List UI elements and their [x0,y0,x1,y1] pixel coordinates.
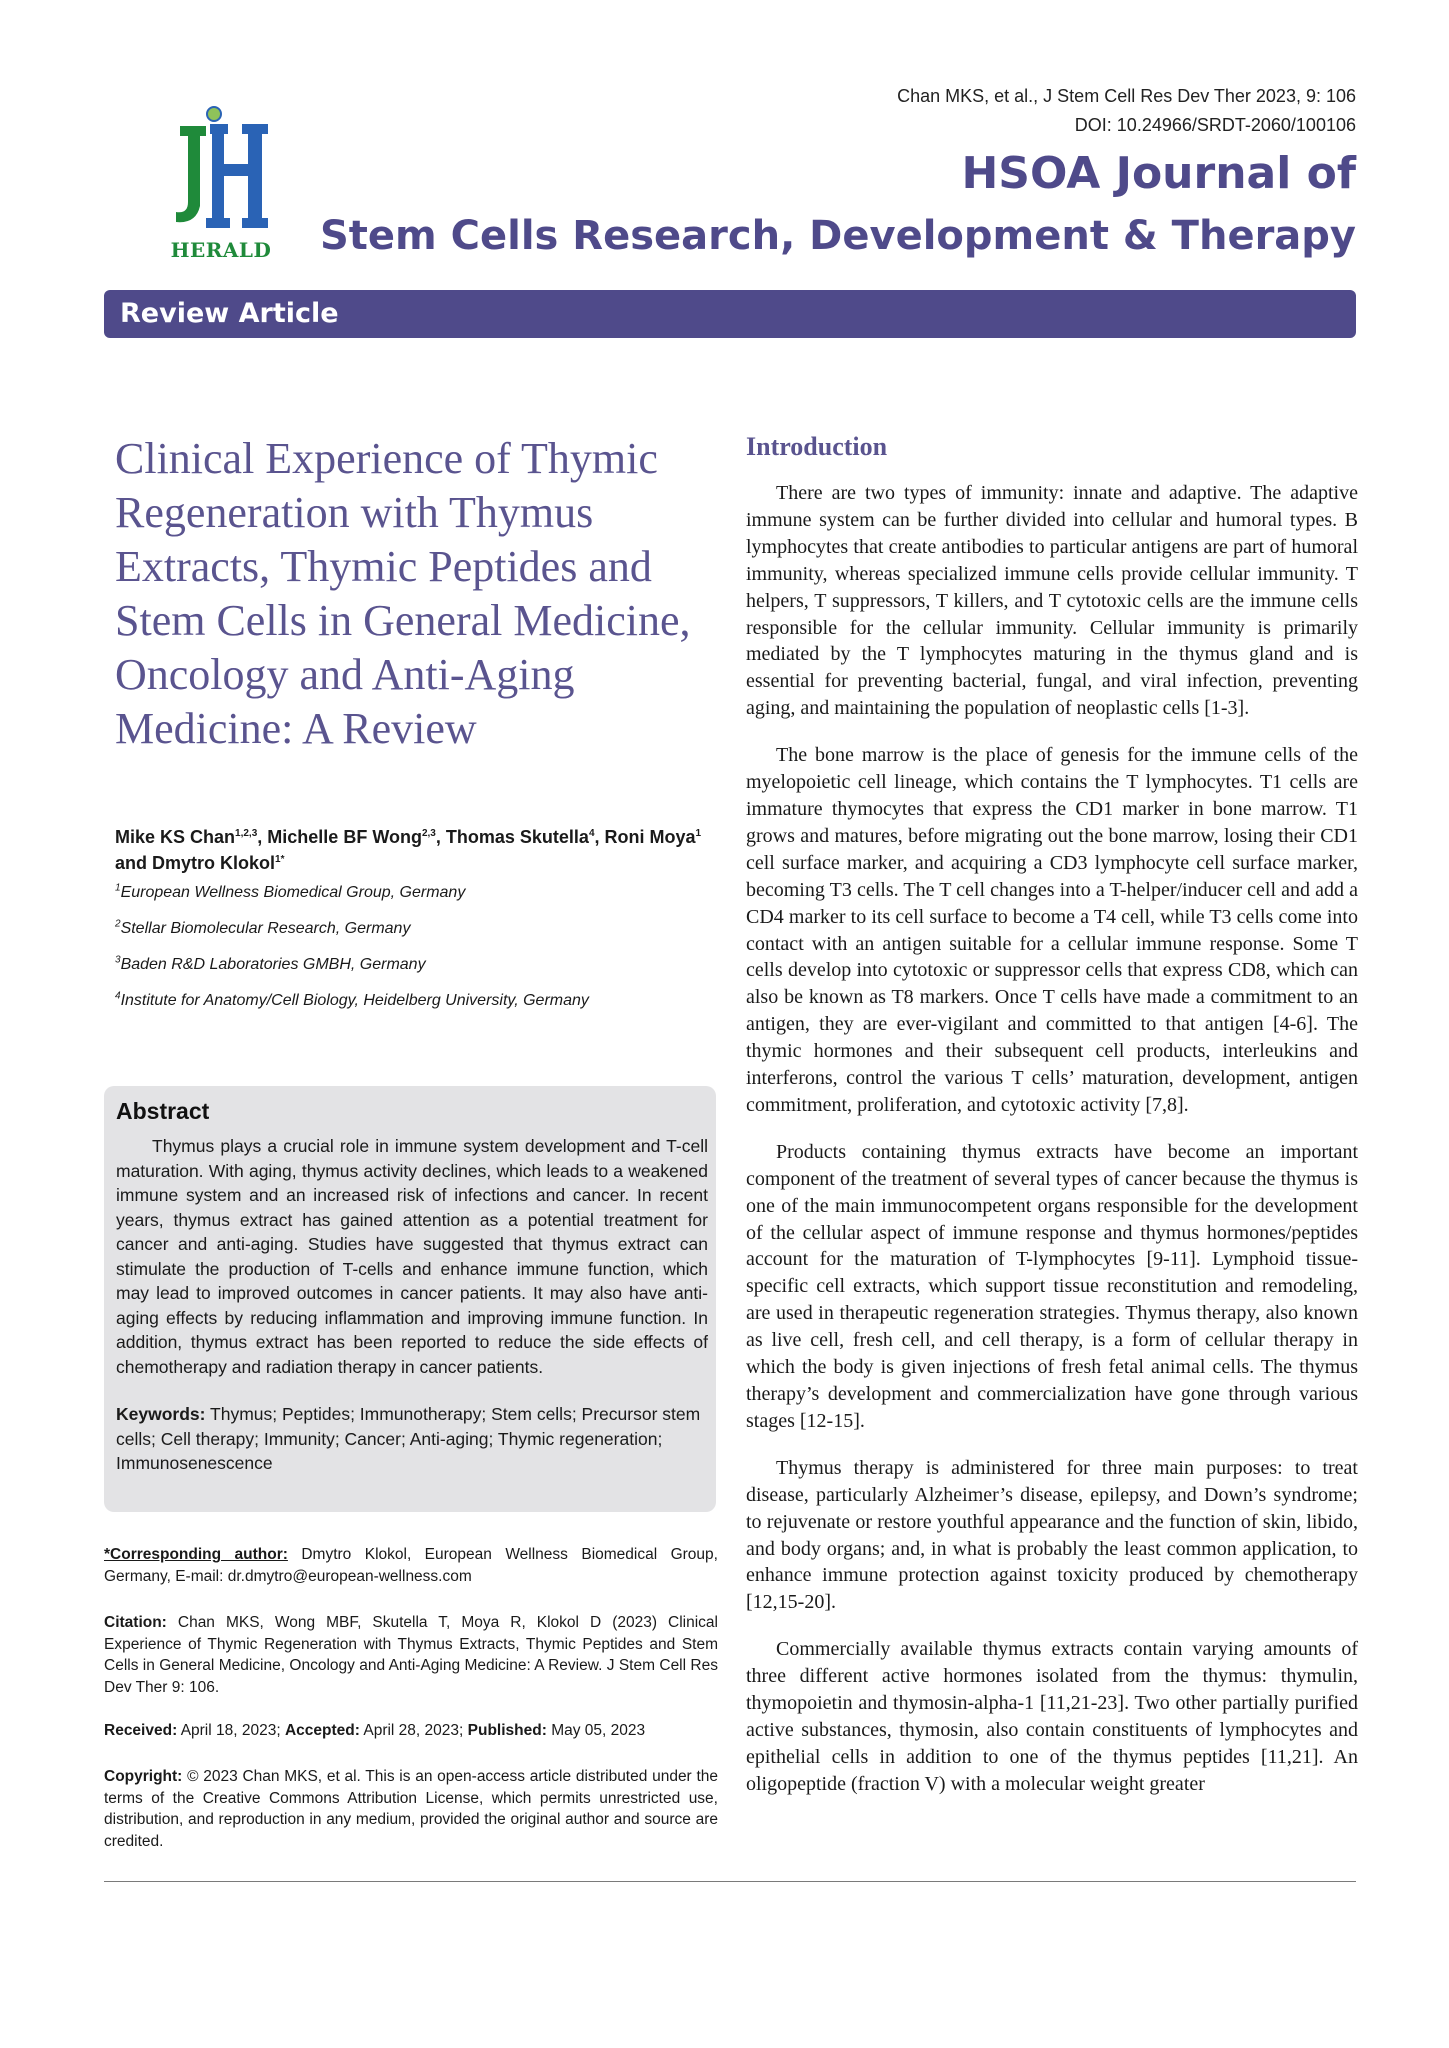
published-date: May 05, 2023 [551,1722,646,1739]
keywords-text: Thymus; Peptides; Immunotherapy; Stem cells; Precursor stem cells; Cell therapy; Immunity; Cancer; Anti-aging; Thymic regeneration; Immunosenescence [116,1404,701,1473]
corresponding-label: *Corresponding author: [104,1546,288,1563]
author-name: Thomas Skutella [445,827,589,847]
affiliation-number: 3 [115,954,121,966]
article-title: Clinical Experience of Thymic Regeneration with Thymus Extracts, Thymic Peptides and Stem Cells in General Medicine, Oncology and Anti-Aging Medicine: A Review [115,434,691,753]
affiliation-1 [115,884,715,902]
copyright-label: Copyright: [104,1768,183,1785]
logo-wordmark: HERALD [170,238,272,262]
running-citation: Chan MKS, et al., J Stem Cell Res Dev Ther 2023, 9: 106 [897,86,1356,106]
affiliation-number: 4 [115,990,121,1002]
affiliation-4 [115,992,715,1010]
corresponding-author [104,1544,718,1587]
dates [104,1720,718,1742]
corresponding-text: Dmytro Klokol, European Wellness Biomedical Group, Germany, E-mail: dr.dmytro@european-wellness.com [104,1546,718,1585]
herald-logo [166,106,276,264]
published-label: Published: [467,1722,547,1739]
accepted-label: Accepted: [284,1722,360,1739]
copyright-text: © 2023 Chan MKS, et al. This is an open-access article distributed under the terms of the Creative Commons Attribution License, which permits unrestricted use, distribution, and reproduction in any medium, provided the original author and source are credited. [104,1768,718,1850]
author-affiliation-number: 1* [275,854,285,865]
copyright [104,1766,718,1852]
intro-paragraph: Thymus therapy is administered for three main purposes: to treat disease, particularly Alzheimer’s disease, epilepsy, and Down’s syndrome; to rejuvenate or restore youthful appearance and the function of skin, libido, and body organs; and, in what is probably the least common application, to enhance immune protection against toxicity produced by chemotherapy [12,15-20]. [746,1456,1358,1614]
citation-label: Citation: [104,1614,167,1631]
affiliation-3 [115,956,715,974]
received-date: April 18, 2023; [180,1722,281,1739]
article-type-banner [104,290,1356,338]
footer-divider [104,1881,1356,1882]
citation-text: Chan MKS, Wong MBF, Skutella T, Moya R, Klokol D (2023) Clinical Experience of Thymic Regeneration with Thymus Extracts, Thymic Peptides and Stem Cells in General Medicine, Oncology and Anti-Aging Medicine: A Review. J Stem Cell Res Dev Ther 9: 106. [104,1614,718,1696]
author-name: Roni Moya [604,827,696,847]
abstract-text: Thymus plays a crucial role in immune system development and T-cell maturation. With aging, thymus activity declines, which leads to a weakened immune system and an increased risk of infections and cancer. In recent years, thymus extract has gained attention as a potential treatment for cancer and anti-aging. Studies have suggested that thymus extract can stimulate the production of T-cells and enhance immune function, which may lead to improved outcomes in cancer patients. It may also have anti-aging effects by reducing inflammation and improving immune function. In addition, thymus extract has been reported to reduce the side effects of chemotherapy and radiation therapy in cancer patients. [116,1136,708,1377]
citation [104,1612,718,1698]
journal-name-line1: HSOA Journal of [961,148,1356,199]
accepted-date: April 28, 2023; [363,1722,464,1739]
affiliation-2 [115,920,715,938]
intro-paragraph: There are two types of immunity: innate and adaptive. The adaptive immune system can be further divided into cellular and humoral types. B lymphocytes that create antibodies to particular antigens are part of humoral immunity, whereas specialized immune cells provide cellular immunity. T helpers, T suppressors, T killers, and T cytotoxic cells are the immune cells responsible for the cellular immunity. Cellular immunity is primarily mediated by the T lymphocytes maturing in the thymus gland and is essential for preventing bacterial, fungal, and viral infection, preventing aging, and maintaining the population of neoplastic cells [1-3]. [746,482,1358,720]
abstract-box [104,1086,716,1512]
intro-paragraph: The bone marrow is the place of genesis for the immune cells of the myelopoietic cell lineage, which contains the T lymphocytes. T1 cells are immature thymocytes that express the CD1 marker in bone marrow. T1 grows and matures, before migrating out the bone marrow, losing their CD1 cell surface marker, and acquiring a CD3 lymphocyte cell surface marker, becoming T3 cells. The T cell changes into a T-helper/inducer cell and add a CD4 marker to its cell surface to become a T4 cell, while T3 cells come into contact with an antigen suitable for a cellular immune response. Some T cells develop into cytotoxic or suppressor cells that express CD8, which can also be known as T8 markers. Once T cells have made a commitment to an antigen, they are ever-vigilant and committed to that antigen [4-6]. The thymic hormones and their subsequent cell products, interleukins and interferons, control the various T cells’ maturation, development, antigen commitment, proliferation, and cytotoxic activity [7,8]. [746,744,1358,1116]
intro-paragraph: Products containing thymus extracts have become an important component of the treatment of several types of cancer because the thymus is one of the main immunocompetent organs responsible for the development of the cellular aspect of immune response and thymus hormones/peptides account for the maturation of T-lymphocytes [9-11]. Lymphoid tissue-specific cell extracts, which support tissue reconstitution and remodeling, are used in therapeutic regeneration strategies. Thymus therapy, also known as live cell, fresh cell, and cell therapy, is a form of cellular therapy in which the body is given injections of fresh fetal animal cells. The thymus therapy’s development and commercialization have gone through various stages [12-15]. [746,1140,1358,1432]
intro-paragraph: Commercially available thymus extracts contain varying amounts of three different active hormones isolated from the thymus: thymulin, thymopoietin and thymosin-alpha-1 [11,21-23]. Two other partially purified active substances, thymosin, also contain constituents of lymphocytes and epithelial cells in addition to one of the thymus peptides [11,21]. An oligopeptide (fraction V) with a molecular weight greater [746,1638,1358,1795]
doi[interactable]: DOI: 10.24966/SRDT-2060/100106 [1074,115,1356,135]
author-affiliation-number: 1,2,3 [235,828,258,839]
author-affiliation-number: 4 [588,828,595,839]
keywords [116,1402,708,1476]
affiliation-text: European Wellness Biomedical Group, Germany [120,884,466,901]
keywords-label: Keywords: [116,1404,206,1424]
author-list: Mike KS Chan$^{1,2,3}$, Michelle BF Wong$^{2,3}$, Thomas Skutella$^4$, Roni Moya$^1$ and Dmytro Klokol$^{1*}$ [115,827,702,873]
introduction-body [746,480,1358,1818]
received-label: Received: [104,1722,178,1739]
affiliation-text: Institute for Anatomy/Cell Biology, Heidelberg University, Germany [120,992,589,1009]
introduction-heading: Introduction [746,432,888,461]
author-name: Dmytro Klokol [152,853,276,873]
author-name: Mike KS Chan [115,827,236,847]
affiliation-number: 2 [115,918,121,930]
author-affiliation-number: 2,3 [421,828,436,839]
abstract-heading: Abstract [116,1098,210,1124]
journal-name-line2: Stem Cells Research, Development & Therapy [319,213,1356,259]
article-type-label: Review Article [120,298,339,329]
affiliation-number: 1 [115,882,121,894]
affiliation-text: Stellar Biomolecular Research, Germany [120,920,411,937]
author-affiliation-number: 1 [695,828,702,839]
herald-h-logo-icon [166,106,276,234]
author-name: Michelle BF Wong [267,827,422,847]
affiliation-text: Baden R&D Laboratories GMBH, Germany [120,956,426,973]
